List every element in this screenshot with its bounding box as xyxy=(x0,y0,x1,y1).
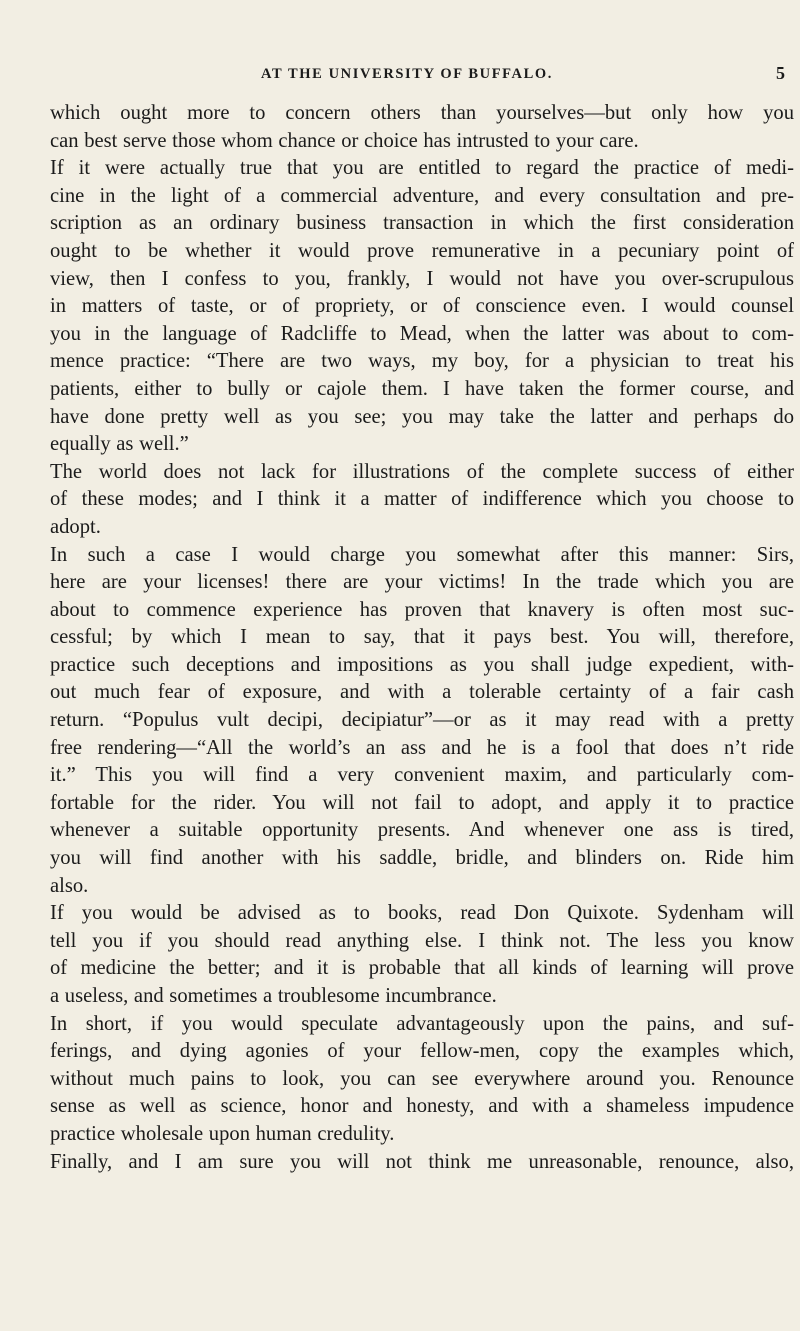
body-text xyxy=(50,100,794,1176)
text-line: out much fear of exposure, and with a tolerable certainty of a fair cash xyxy=(50,681,794,704)
text-line: whenever a suitable opportunity presents. And whenever one ass is tired, xyxy=(50,819,794,842)
running-title: AT THE UNIVERSITY OF BUFFALO. xyxy=(260,66,553,82)
text-line: without much pains to look, you can see everywhere around you. Renounce xyxy=(50,1067,794,1090)
text-line: scription as an ordinary business transaction in which the first consideration xyxy=(50,212,794,235)
text-line: ferings, and dying agonies of your fellow-men, copy the examples which, xyxy=(50,1040,794,1063)
text-line: tell you if you should read anything else. I think not. The less you know xyxy=(50,929,794,952)
text-line: a useless, and sometimes a troublesome incumbrance. xyxy=(50,985,497,1007)
paragraph xyxy=(50,900,794,1010)
text-line: view, then I confess to you, frankly, I would not have you over-scrupulous xyxy=(50,267,794,290)
paragraph xyxy=(50,459,794,542)
text-line: fortable for the rider. You will not fail to adopt, and apply it to practice xyxy=(50,791,794,814)
text-line: cine in the light of a commercial adventure, and every consultation and pre- xyxy=(50,184,794,207)
text-line: free rendering—“All the world’s an ass and he is a fool that does n’t ride xyxy=(50,736,794,759)
paragraph xyxy=(50,100,794,155)
text-line: adopt. xyxy=(50,515,101,538)
text-line: If it were actually true that you are entitled to regard the practice of medi- xyxy=(50,157,794,180)
text-line: In short, if you would speculate advantageously upon the pains, and suf- xyxy=(50,1012,794,1035)
text-line: have done pretty well as you see; you may take the latter and perhaps do xyxy=(50,405,794,428)
text-line: sense as well as science, honor and honesty, and with a shameless impudence xyxy=(50,1095,794,1118)
text-line: you will find another with his saddle, bridle, and blinders on. Ride him xyxy=(50,847,794,870)
text-line: in matters of taste, or of propriety, or of conscience even. I would counsel xyxy=(50,295,794,318)
text-line: mence practice: “There are two ways, my boy, for a physician to treat his xyxy=(50,350,794,373)
text-line: If you would be advised as to books, read Don Quixote. Sydenham will xyxy=(50,902,794,925)
text-line: of these modes; and I think it a matter of indifference which you choose to xyxy=(50,488,794,511)
text-line: practice wholesale upon human credulity. xyxy=(50,1122,395,1145)
text-line: cessful; by which I mean to say, that it pays best. You will, therefore, xyxy=(50,626,794,649)
text-line: ought to be whether it would prove remunerative in a pecuniary point of xyxy=(50,239,794,262)
text-line: which ought more to concern others than yourselves—but only how you xyxy=(50,102,794,124)
paragraph xyxy=(50,1149,794,1177)
text-line: of medicine the better; and it is probable that all kinds of learning will prove xyxy=(50,957,794,980)
text-line: In such a case I would charge you somewhat after this manner: Sirs, xyxy=(50,543,794,566)
text-line: patients, either to bully or cajole them. I have taken the former course, and xyxy=(50,377,794,400)
running-head xyxy=(0,64,800,88)
text-line: practice such deceptions and impositions as you shall judge expedient, with- xyxy=(50,653,794,676)
text-line: also. xyxy=(50,874,89,897)
text-line: equally as well.” xyxy=(50,433,189,456)
text-line: here are your licenses! there are your victims! In the trade which you are xyxy=(50,571,794,594)
text-line: can best serve those whom chance or choice has intrusted to your care. xyxy=(50,129,639,152)
paragraph xyxy=(50,155,794,459)
page-number: 5 xyxy=(776,63,785,83)
text-line: it.” This you will find a very convenient maxim, and particularly com- xyxy=(50,764,794,787)
paragraph xyxy=(50,542,794,901)
text-line: The world does not lack for illustrations of the complete success of either xyxy=(50,460,794,483)
text-line: Finally, and I am sure you will not think me unreasonable, renounce, also, xyxy=(50,1150,794,1173)
text-line: about to commence experience has proven that knavery is often most suc- xyxy=(50,598,794,621)
text-line: return. “Populus vult decipi, decipiatur”—or as it may read with a pretty xyxy=(50,709,794,732)
paragraph xyxy=(50,1011,794,1149)
text-line: you in the language of Radcliffe to Mead, when the latter was about to com- xyxy=(50,322,794,345)
